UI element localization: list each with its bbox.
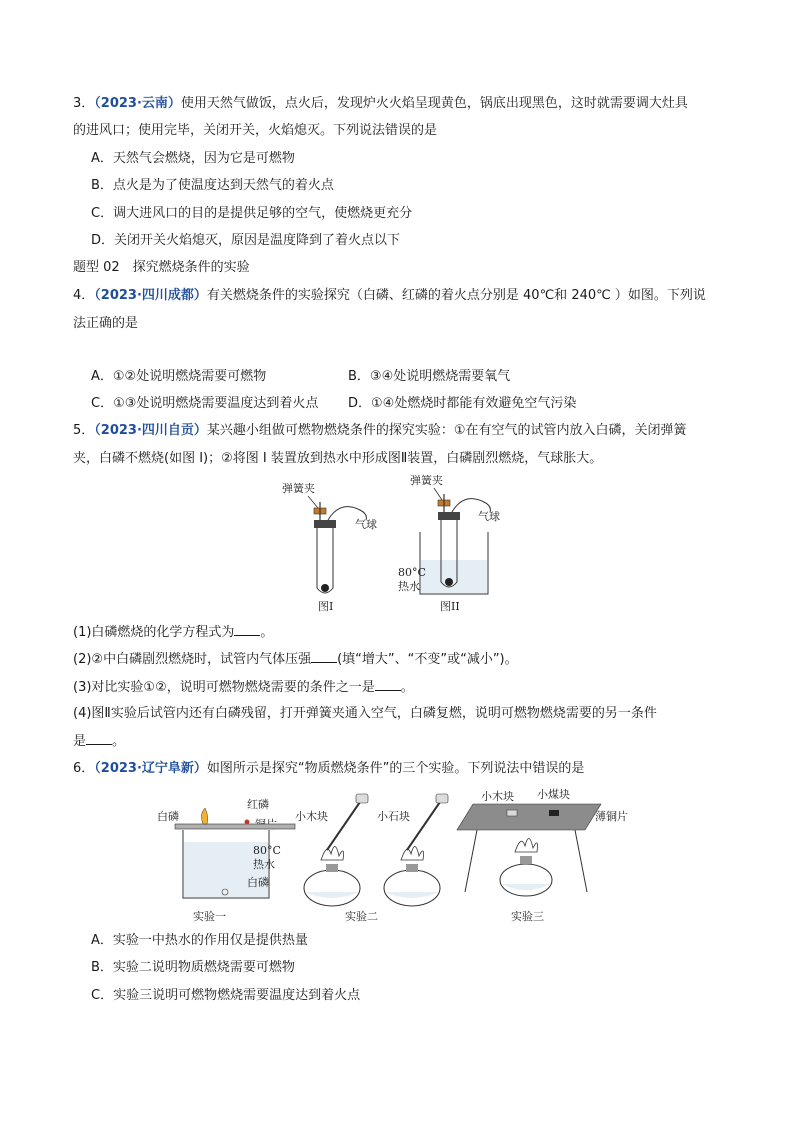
exp2-caption: 实验二	[345, 910, 378, 923]
q5-figure	[270, 470, 530, 615]
answer-blank-1	[234, 623, 260, 636]
q3-source: （2023·云南）	[94, 96, 181, 111]
exp3-copper-label: 薄铜片	[595, 810, 628, 823]
exp2-wood-label: 小木块	[295, 810, 328, 823]
q5-sub4-line2: 是 。	[73, 734, 126, 749]
q6-figure	[155, 780, 645, 925]
q3-option-a: A．天然气会燃烧，因为它是可燃物	[91, 151, 295, 166]
q4-option-d: D．①④处燃烧时都能有效避免空气污染	[348, 396, 577, 411]
q6-option-c: C．实验三说明可燃物燃烧需要温度达到着火点	[91, 988, 361, 1003]
answer-blank-4	[86, 732, 112, 745]
q6-stem: 6．（2023·辽宁阜新）如图所示是探究“物质燃烧条件”的三个实验。下列说法中错误的是	[73, 761, 585, 776]
figure-1-apparatus	[282, 481, 377, 613]
exp1-caption: 实验一	[193, 910, 226, 923]
q5-stem-line2: 夹，白磷不燃烧(如图 I)；②将图 I 装置放到热水中形成图Ⅱ装置，白磷剧烈燃烧，气球胀大。	[73, 451, 603, 466]
exp1-white-p2-label: 白磷	[247, 876, 269, 889]
fig2-clamp-label: 弹簧夹	[410, 474, 443, 487]
q5-stem-line1: 5．（2023·四川自贡）某兴趣小组做可燃物燃烧条件的探究实验：①在有空气的试管内放入白磷，关闭弹簧	[73, 423, 687, 438]
q3-option-d: D．关闭开关火焰熄灭，原因是温度降到了着火点以下	[91, 233, 401, 248]
fig2-caption: 图II	[440, 600, 460, 613]
figure-2-apparatus	[398, 473, 500, 613]
q5-sub1: (1)白磷燃烧的化学方程式为 。	[73, 625, 274, 640]
fig2-balloon-label: 气球	[478, 510, 500, 523]
exp1-water-label: 热水	[253, 858, 275, 871]
answer-blank-2	[311, 650, 337, 663]
experiment-3	[457, 787, 628, 923]
exp3-coal-label: 小煤块	[537, 788, 570, 801]
fig2-water-label: 热水	[398, 580, 420, 593]
q6-option-b: B．实验二说明物质燃烧需要可燃物	[91, 960, 295, 975]
q4-source: （2023·四川成都）	[94, 288, 207, 303]
answer-blank-3	[375, 678, 401, 691]
q5-sub4-line1: (4)图Ⅱ实验后试管内还有白磷残留，打开弹簧夹通入空气，白磷复燃，说明可燃物燃烧需要的另一条件	[73, 706, 657, 721]
exp2-stone-label: 小石块	[377, 810, 410, 823]
experiment-1	[157, 797, 295, 923]
q4-stem-line2: 法正确的是	[73, 316, 139, 331]
q6-option-a: A．实验一中热水的作用仅是提供热量	[91, 933, 308, 948]
q6-source: （2023·辽宁阜新）	[94, 761, 207, 776]
q4-option-c: C．①③处说明燃烧需要温度达到着火点	[91, 396, 319, 411]
q3-stem-line2: 的进风口；使用完毕，关闭开关，火焰熄灭。下列说法错误的是	[73, 123, 438, 138]
exp1-temp-label: 80°C	[253, 844, 281, 857]
fig1-balloon-label: 气球	[355, 518, 377, 531]
fig2-temp-label: 80°C	[398, 566, 426, 579]
q5-sub2: (2)②中白磷剧烈燃烧时，试管内气体压强 (填“增大”、“不变”或“减小”)。	[73, 652, 518, 667]
section-heading: 题型 02 探究燃烧条件的实验	[73, 260, 250, 275]
exp1-white-p-label: 白磷	[157, 810, 179, 823]
exp3-wood-label: 小木块	[481, 790, 514, 803]
exp1-red-p-label: 红磷	[247, 798, 269, 811]
q5-sub3: (3)对比实验①②，说明可燃物燃烧需要的条件之一是 。	[73, 680, 414, 695]
q4-option-b: B．③④处说明燃烧需要氧气	[348, 369, 511, 384]
experiment-2	[295, 794, 448, 923]
q4-stem-line1: 4．（2023·四川成都）有关燃烧条件的实验探究（白磷、红磷的着火点分别是 40℃和 240℃ ）如图。下列说	[73, 288, 706, 303]
q5-source: （2023·四川自贡）	[94, 423, 207, 438]
fig1-caption: 图I	[318, 600, 334, 613]
q3-option-c: C．调大进风口的目的是提供足够的空气，使燃烧更充分	[91, 206, 413, 221]
fig1-clamp-label: 弹簧夹	[282, 482, 315, 495]
q4-option-a: A．①②处说明燃烧需要可燃物	[91, 369, 267, 384]
q3-stem-line1: 3．（2023·云南）使用天然气做饭，点火后，发现炉火火焰呈现黄色，锅底出现黑色，这时就需要调大灶具	[73, 96, 688, 111]
q3-option-b: B．点火是为了使温度达到天然气的着火点	[91, 178, 334, 193]
exp3-caption: 实验三	[511, 910, 544, 923]
